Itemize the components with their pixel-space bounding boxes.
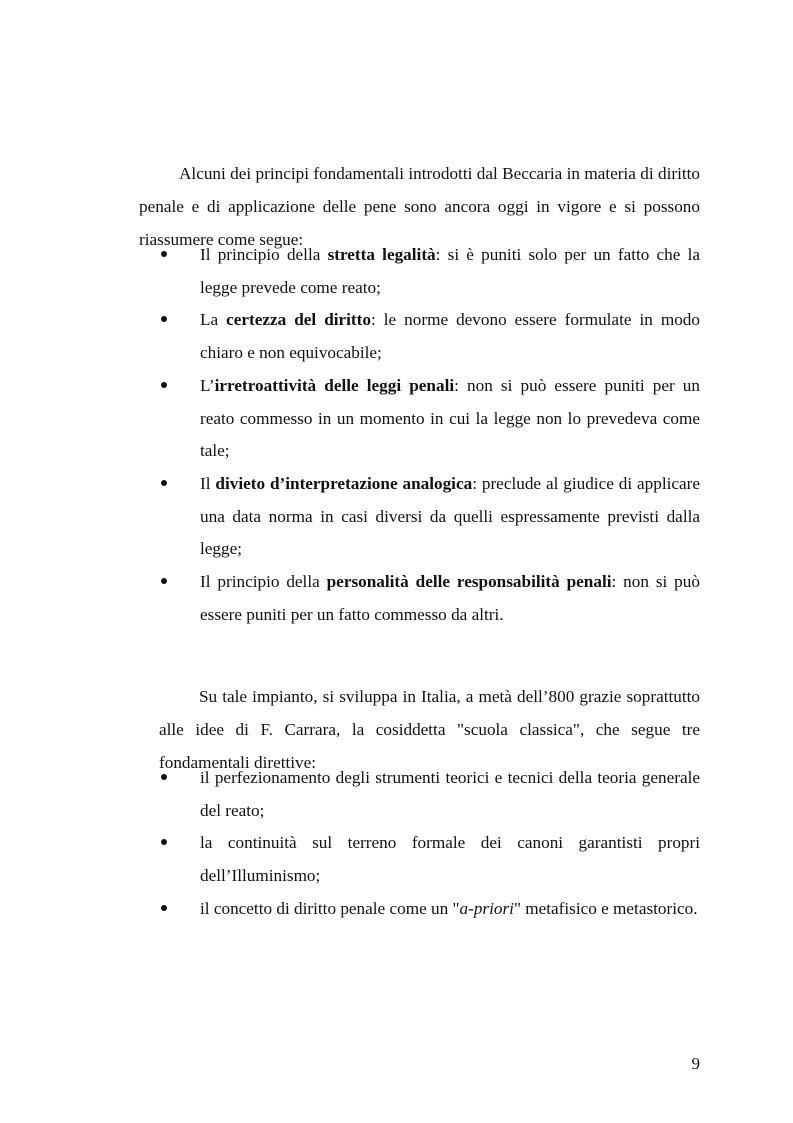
italic-term: a-priori bbox=[459, 898, 514, 918]
list-item: L’irretroattività delle leggi penali: non si può essere puniti per un reato commesso in un momento in cui la legge non lo prevedeva come tale; bbox=[159, 370, 700, 468]
beccaria-principles-list bbox=[159, 239, 700, 631]
bullet-icon bbox=[159, 239, 169, 272]
list-item: Il principio della stretta legalità: si è puniti solo per un fatto che la legge prevede come reato; bbox=[159, 239, 700, 304]
bullet-icon bbox=[159, 468, 169, 501]
list-item: la continuità sul terreno formale dei canoni garantisti propri dell’Illuminismo; bbox=[159, 827, 700, 892]
bullet-icon bbox=[159, 304, 169, 337]
page-number: 9 bbox=[691, 1054, 700, 1073]
bullet-icon bbox=[159, 370, 169, 403]
list-item: Il divieto d’interpretazione analogica: preclude al giudice di applicare una data norma in casi diversi da quelli espressamente previsti dalla legge; bbox=[159, 468, 700, 566]
directives-list bbox=[159, 762, 700, 926]
key-term: certezza del diritto bbox=[226, 310, 371, 330]
classical-school-paragraph-text: Su tale impianto, si sviluppa in Italia, a metà dell’800 grazie soprattutto alle idee di F. Carrara, la cosiddetta "scuola classica", che segue tre fondamentali direttive: bbox=[159, 687, 700, 772]
key-term: divieto d’interpretazione analogica bbox=[215, 473, 473, 493]
key-term: irretroattività delle leggi penali bbox=[214, 375, 455, 395]
bullet-icon bbox=[159, 762, 169, 795]
list-item: Il principio della personalità delle responsabilità penali: non si può essere puniti per un fatto commesso da altri. bbox=[159, 566, 700, 631]
intro-paragraph-text: Alcuni dei principi fondamentali introdotti dal Beccaria in materia di diritto penale e di applicazione delle pene sono ancora oggi in vigore e si possono riassumere come segue: bbox=[139, 164, 700, 249]
bullet-icon bbox=[159, 827, 169, 860]
list-item: La certezza del diritto: le norme devono essere formulate in modo chiaro e non equivocabile; bbox=[159, 304, 700, 369]
list-item: il perfezionamento degli strumenti teorici e tecnici della teoria generale del reato; bbox=[159, 762, 700, 827]
key-term: stretta legalità bbox=[327, 245, 436, 264]
bullet-icon bbox=[159, 566, 169, 599]
key-term: personalità delle responsabilità penali bbox=[326, 572, 612, 592]
list-item: il concetto di diritto penale come un "a-priori" metafisico e metastorico. bbox=[159, 893, 700, 926]
bullet-icon bbox=[159, 893, 169, 926]
